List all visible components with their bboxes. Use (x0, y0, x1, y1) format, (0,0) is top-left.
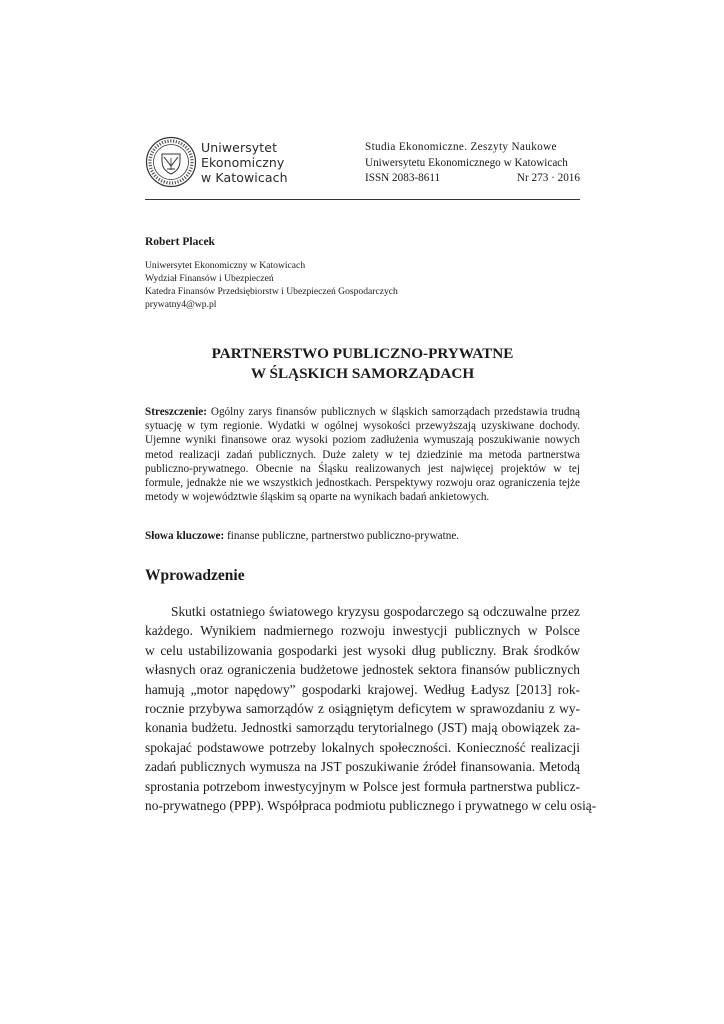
journal-info (365, 140, 580, 187)
affiliation-line: Uniwersytet Ekonomiczny w Katowicach (145, 260, 306, 271)
body-line: spokajać podstawowe potrzeby lokalnych społeczności. Konieczność realizacji (145, 739, 580, 755)
body-line: zadań publicznych wymusza na JST poszukiwanie źródeł finansowania. Metodą (145, 759, 580, 775)
journal-publisher: Uniwersytetu Ekonomicznego w Katowicach (365, 156, 568, 169)
journal-header (145, 136, 580, 192)
article-title (145, 344, 580, 384)
issue-number: Nr 273 · 2016 (516, 172, 580, 184)
author-email: prywatny4@wp.pl (145, 299, 217, 310)
body-line: w celu ustabilizowania gospodarki jest wysoki dług publiczny. Brak środków (145, 642, 580, 658)
university-seal-logo (145, 136, 197, 188)
abstract-label: Streszczenie: (145, 406, 207, 418)
keywords (145, 529, 580, 543)
author-name: Robert Placek (145, 236, 215, 248)
university-name-line: w Katowicach (201, 170, 288, 185)
journal-title: Studia Ekonomiczne. Zeszyty Naukowe (365, 141, 557, 153)
university-name-line: Ekonomiczny (201, 155, 285, 170)
body-line: rocznie przybywa samorządów z osiągniętym deficytem w sprawozdaniu z wy- (145, 700, 580, 716)
university-name-line: Uniwersytet (201, 140, 278, 155)
title-line: W ŚLĄSKICH SAMORZĄDACH (250, 365, 475, 382)
body-line: no-prywatnego (PPP). Współpraca podmiotu publicznego i prywatnego w celu osią- (145, 797, 597, 813)
keywords-text: finanse publiczne, partnerstwo publiczno-prywatne. (224, 530, 460, 542)
section-heading: Wprowadzenie (145, 567, 245, 584)
body-line: każdego. Wynikiem nadmiernego rozwoju inwestycji publicznych w Polsce (145, 623, 580, 639)
body-line: sprostania potrzebom inwestycyjnym w Polsce jest formuła partnerstwa publicz- (145, 778, 580, 794)
title-line: PARTNERSTWO PUBLICZNO-PRYWATNE (211, 345, 514, 362)
header-divider (145, 199, 580, 200)
affiliation-line: Wydział Finansów i Ubezpieczeń (145, 273, 274, 284)
issn: ISSN 2083-8611 (365, 172, 441, 184)
body-line: własnych oraz ograniczenia budżetowe jednostek sektora finansów publicznych (145, 662, 580, 678)
keywords-label: Słowa kluczowe: (145, 530, 225, 542)
body-line: hamują „motor napędowy” gospodarki krajowej. Według Ładysz [2013] rok- (145, 681, 580, 697)
body-line: konania budżetu. Jednostki samorządu terytorialnego (JST) mają obowiązek za- (145, 720, 580, 736)
author-affiliation (145, 259, 398, 311)
university-name (201, 140, 288, 185)
body-line: Skutki ostatniego światowego kryzysu gospodarczego są odczuwalne przez (171, 604, 580, 619)
body-paragraph (145, 602, 597, 815)
abstract-text: Ogólny zarys finansów publicznych w śląskich samorządach przedstawia trudną sytuację w tym regionie. Wydatki w ogólnej wysokości przewyższają uzyskiwane dochody. Ujemne wyniki finansowe oraz wysoki poziom zadłużenia wymuszają poszukiwanie nowych metod realizacji zadań publicznych. Duże zalety w tej dziedzinie ma metoda partnerstwa publiczno-prywatnego. Obecnie na Śląsku realizowanych jest najwięcej projektów w tej formule, jednakże nie we wszystkich jednostkach. Perspektywy rozwoju oraz ograniczenia tejże metody w województwie śląskim są oparte na wynikach badań ankietowych. (145, 406, 580, 504)
abstract (145, 405, 580, 504)
affiliation-line: Katedra Finansów Przedsiębiorstw i Ubezpieczeń Gospodarczych (145, 286, 398, 297)
